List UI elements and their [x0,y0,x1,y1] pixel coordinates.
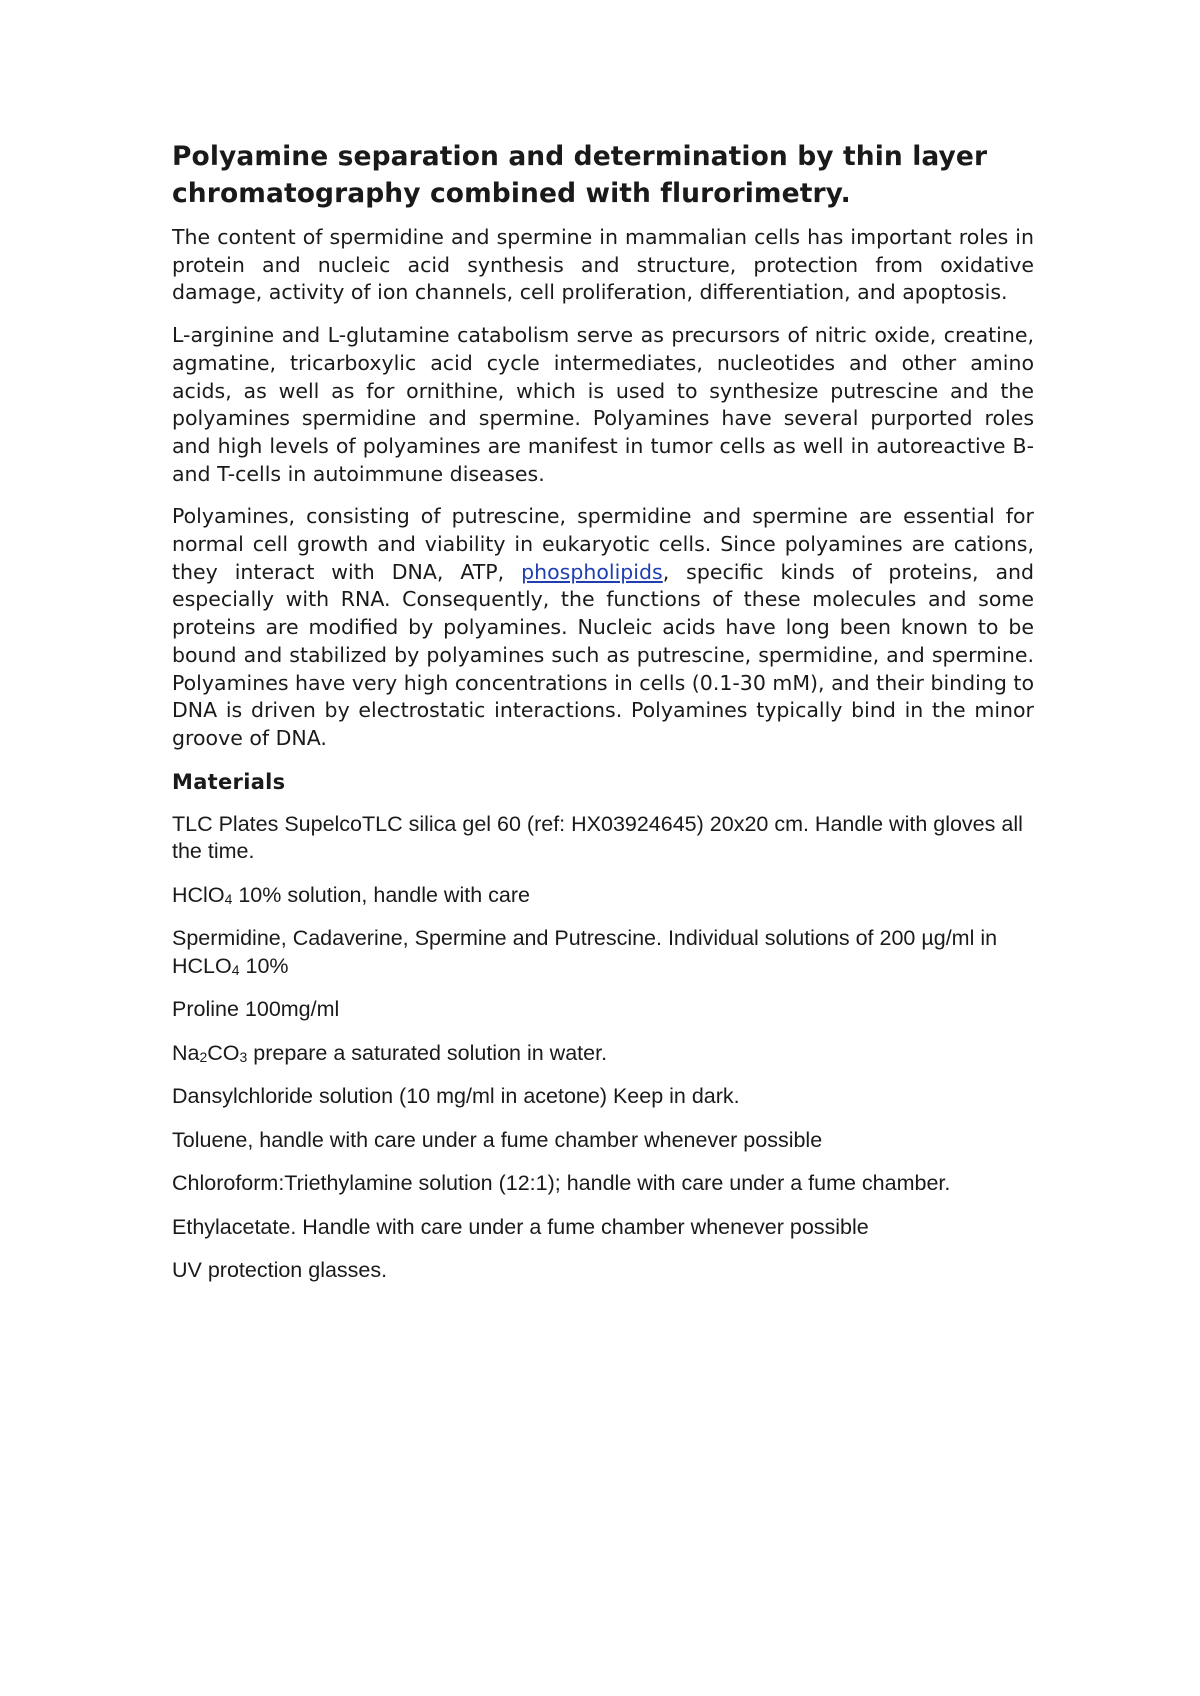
paragraph-text-before-link: Polyamines, consisting of putrescine, spermidine and spermine are essential for normal cell growth and viability in eukaryotic cells. Since polyamines are cations, they interact with DNA, ATP, [172,504,1034,584]
material-tlc-plates: TLC Plates SupelcoTLC silica gel 60 (ref: HX03924645) 20x20 cm. Handle with gloves all the time. [172,811,1023,864]
material-ethylacetate: Ethylacetate. Handle with care under a fume chamber whenever possible [172,1214,869,1239]
standards-subscript: 4 [231,961,240,978]
hclo4-text: HClO [172,882,225,907]
polyamines-paragraph [172,503,1034,752]
co-subscript-3: 3 [239,1048,248,1065]
material-na2co3 [172,1040,1034,1068]
intro-paragraph-2: L-arginine and L-glutamine catabolism serve as precursors of nitric oxide, creatine, agmatine, tricarboxylic acid cycle intermediates, nucleotides and other amino acids, as well as for ornithine, which is used to synthesize putrescine and the polyamines spermidine and spermine. Polyamines have several purported roles and high levels of polyamines are manifest in tumor cells as well in autoreactive B- and T-cells in autoimmune diseases. [172,323,1034,486]
hclo4-text-rest: 10% solution, handle with care [232,882,530,907]
hclo4-subscript: 4 [224,890,233,907]
material-toluene: Toluene, handle with care under a fume chamber whenever possible [172,1127,823,1152]
na-subscript-2: 2 [199,1048,208,1065]
intro-paragraph-1: The content of spermidine and spermine in mammalian cells has important roles in protein and nucleic acid synthesis and structure, protection from oxidative damage, activity of ion channels, cell proliferation, differentiation, and apoptosis. [172,225,1034,305]
phospholipids-link[interactable]: phospholipids [521,559,663,584]
material-uv-glasses: UV protection glasses. [172,1258,388,1283]
na2co3-text-rest: prepare a saturated solution in water. [247,1040,608,1065]
material-dansylchloride: Dansylchloride solution (10 mg/ml in acetone) Keep in dark. [172,1084,740,1109]
material-hclo4 [172,882,1034,910]
paragraph-text-after-link: , specific kinds of proteins, and especially with RNA. Consequently, the functions of these molecules and some proteins are modified by polyamines. Nucleic acids have long been known to be bound and stabilized by polyamines such as putrescine, spermidine, and spermine. Polyamines have very high concentrations in cells (0.1-30 mM), and their binding to DNA is driven by electrostatic interactions. Polyamines typically bind in the minor groove of DNA. [172,559,1035,750]
document-title: Polyamine separation and determination by thin layer chromatography combined with flurorimetry. [172,141,988,209]
standards-text: Spermidine, Cadaverine, Spermine and Putrescine. Individual solutions of 200 µg/ml in HCLO [172,926,998,978]
material-proline: Proline 100mg/ml [172,997,340,1022]
na-text: Na [172,1040,200,1065]
material-chloroform: Chloroform:Triethylamine solution (12:1); handle with care under a fume chamber. [172,1171,951,1196]
materials-heading: Materials [172,769,286,794]
co-text: CO [207,1040,240,1065]
material-standards [172,925,1034,980]
document-page [172,138,1034,1301]
standards-text-rest: 10% [239,953,289,978]
